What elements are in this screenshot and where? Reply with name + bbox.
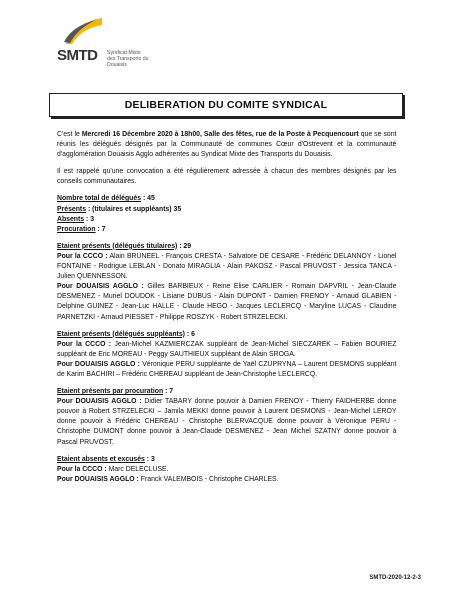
procuration-douaisis: Pour DOUAISIS AGGLO : Didier TABARY donne pouvoir à Damien FRENOY - Thierry FAIDHERBE donne pouvoir à Robert STRZELECKI – Jamila MEKKI donne pouvoir à Laurent DESMONS - Jean-Michel LEROY donne pouvoir à Frédéric CHEREAU - Christophe BLERVACQUE donne pouvoir à Véronique PERU - Christophe DUMONT donne pouvoir à Jean-Claude DESMENEZ - Jean Michel SZATNY donne pouvoir à Pascal PRUVOST.	[57, 396, 397, 446]
suppleants-ccco: Pour la CCCO : Jean-Michel KAZMIERCZAK suppléant de Jean-Michel SIECZAREK – Fabien BOURIEZ suppléant de Eric MOREAU - Peggy SAUTHIEUX suppléant de Alain SROGA.	[57, 338, 397, 358]
smtd-logo	[48, 16, 168, 69]
intro-paragraph: C'est le Mercredi 16 Décembre 2020 à 18h00, Salle des fêtes, rue de la Poste à Pecquencourt que se sont réunis les délégués désignés par la Communauté de communes Cœur d'Ostrevent et la communauté d'agglomération Douaisis Agglo adhérentes au Syndicat Mixte des Transports du Douaisis.	[57, 129, 397, 159]
absents-ccco: Pour la CCCO : Marc DELECLUSE.	[57, 463, 169, 473]
suppleants-douaisis: Pour DOUAISIS AGGLO : Véronique PERU suppléante de Yaël CZUPRYNA – Laurent DESMONS suppléant de Karim BACHIRI – Frédéric CHEREAU suppléant de Jean-Christophe LECLERCQ.	[57, 358, 397, 378]
procuration-heading: Etaient présents par procuration : 7	[57, 386, 174, 396]
document-title: DELIBERATION DU COMITE SYNDICAL	[124, 99, 328, 111]
titulaires-douaisis: Pour DOUAISIS AGGLO : Gilles BARBIEUX - Reine Elise CARLIER - Romain DAPVRIL - Jean-Claude DESMENEZ - Muriel DOUDOK - Lisiane DUBUS - Alain DUPONT - Damien FRENOY - Arnaud GLABIEN - Delphine GUINEZ - Jean-Luc HALLE - Claude HEGO - Jacques LECLERCQ - Maryline LUCAS - Claudine PARNETZKI - Arnaud PIESSET - Philippe ROSZYK - Robert STRZELECKI.	[57, 281, 397, 321]
count-proxy: Procuration : 7	[57, 223, 106, 233]
titulaires-heading: Etaient présents (délégués titulaires) : 29	[57, 240, 192, 250]
suppleants-heading: Etaient présents (délégués suppléants) : 6	[57, 328, 195, 338]
logo-mark-icon	[62, 16, 106, 48]
count-absent: Absents : 3	[57, 213, 95, 223]
titulaires-ccco: Pour la CCCO : Alain BRUNEEL - François CRESTA - Salvatore DE CESARE - Frédéric DELANNOY - Lionel FONTAINE - Rodrigue LEBLAN - Donato MIRAGLIA - Alain PAKOSZ - Pascal PRUVOST - Jessica TANCA - Julien QUENNESSON.	[57, 250, 397, 281]
document-title-box	[49, 93, 403, 117]
reminder-paragraph: Il est rappelé qu'une convocation a été régulièrement adressée à chacun des membres désignés par les conseils communautaires.	[57, 166, 397, 186]
document-reference: SMTD-2020-12-2-3	[369, 575, 421, 581]
count-total: Nombre total de délégués : 45	[57, 193, 155, 203]
logo-text: SMTD	[57, 47, 98, 64]
logo-subtitle: Syndicat Mixte des Transports du Douaisis	[107, 50, 149, 69]
absents-heading: Etaient absents et excusés : 3	[57, 453, 155, 463]
absents-douaisis: Pour DOUAISIS AGGLO : Franck VALEMBOIS - Christophe CHARLES.	[57, 473, 279, 483]
document-body	[57, 129, 396, 484]
count-present: Présents : (titulaires et suppléants) 35	[57, 203, 182, 213]
